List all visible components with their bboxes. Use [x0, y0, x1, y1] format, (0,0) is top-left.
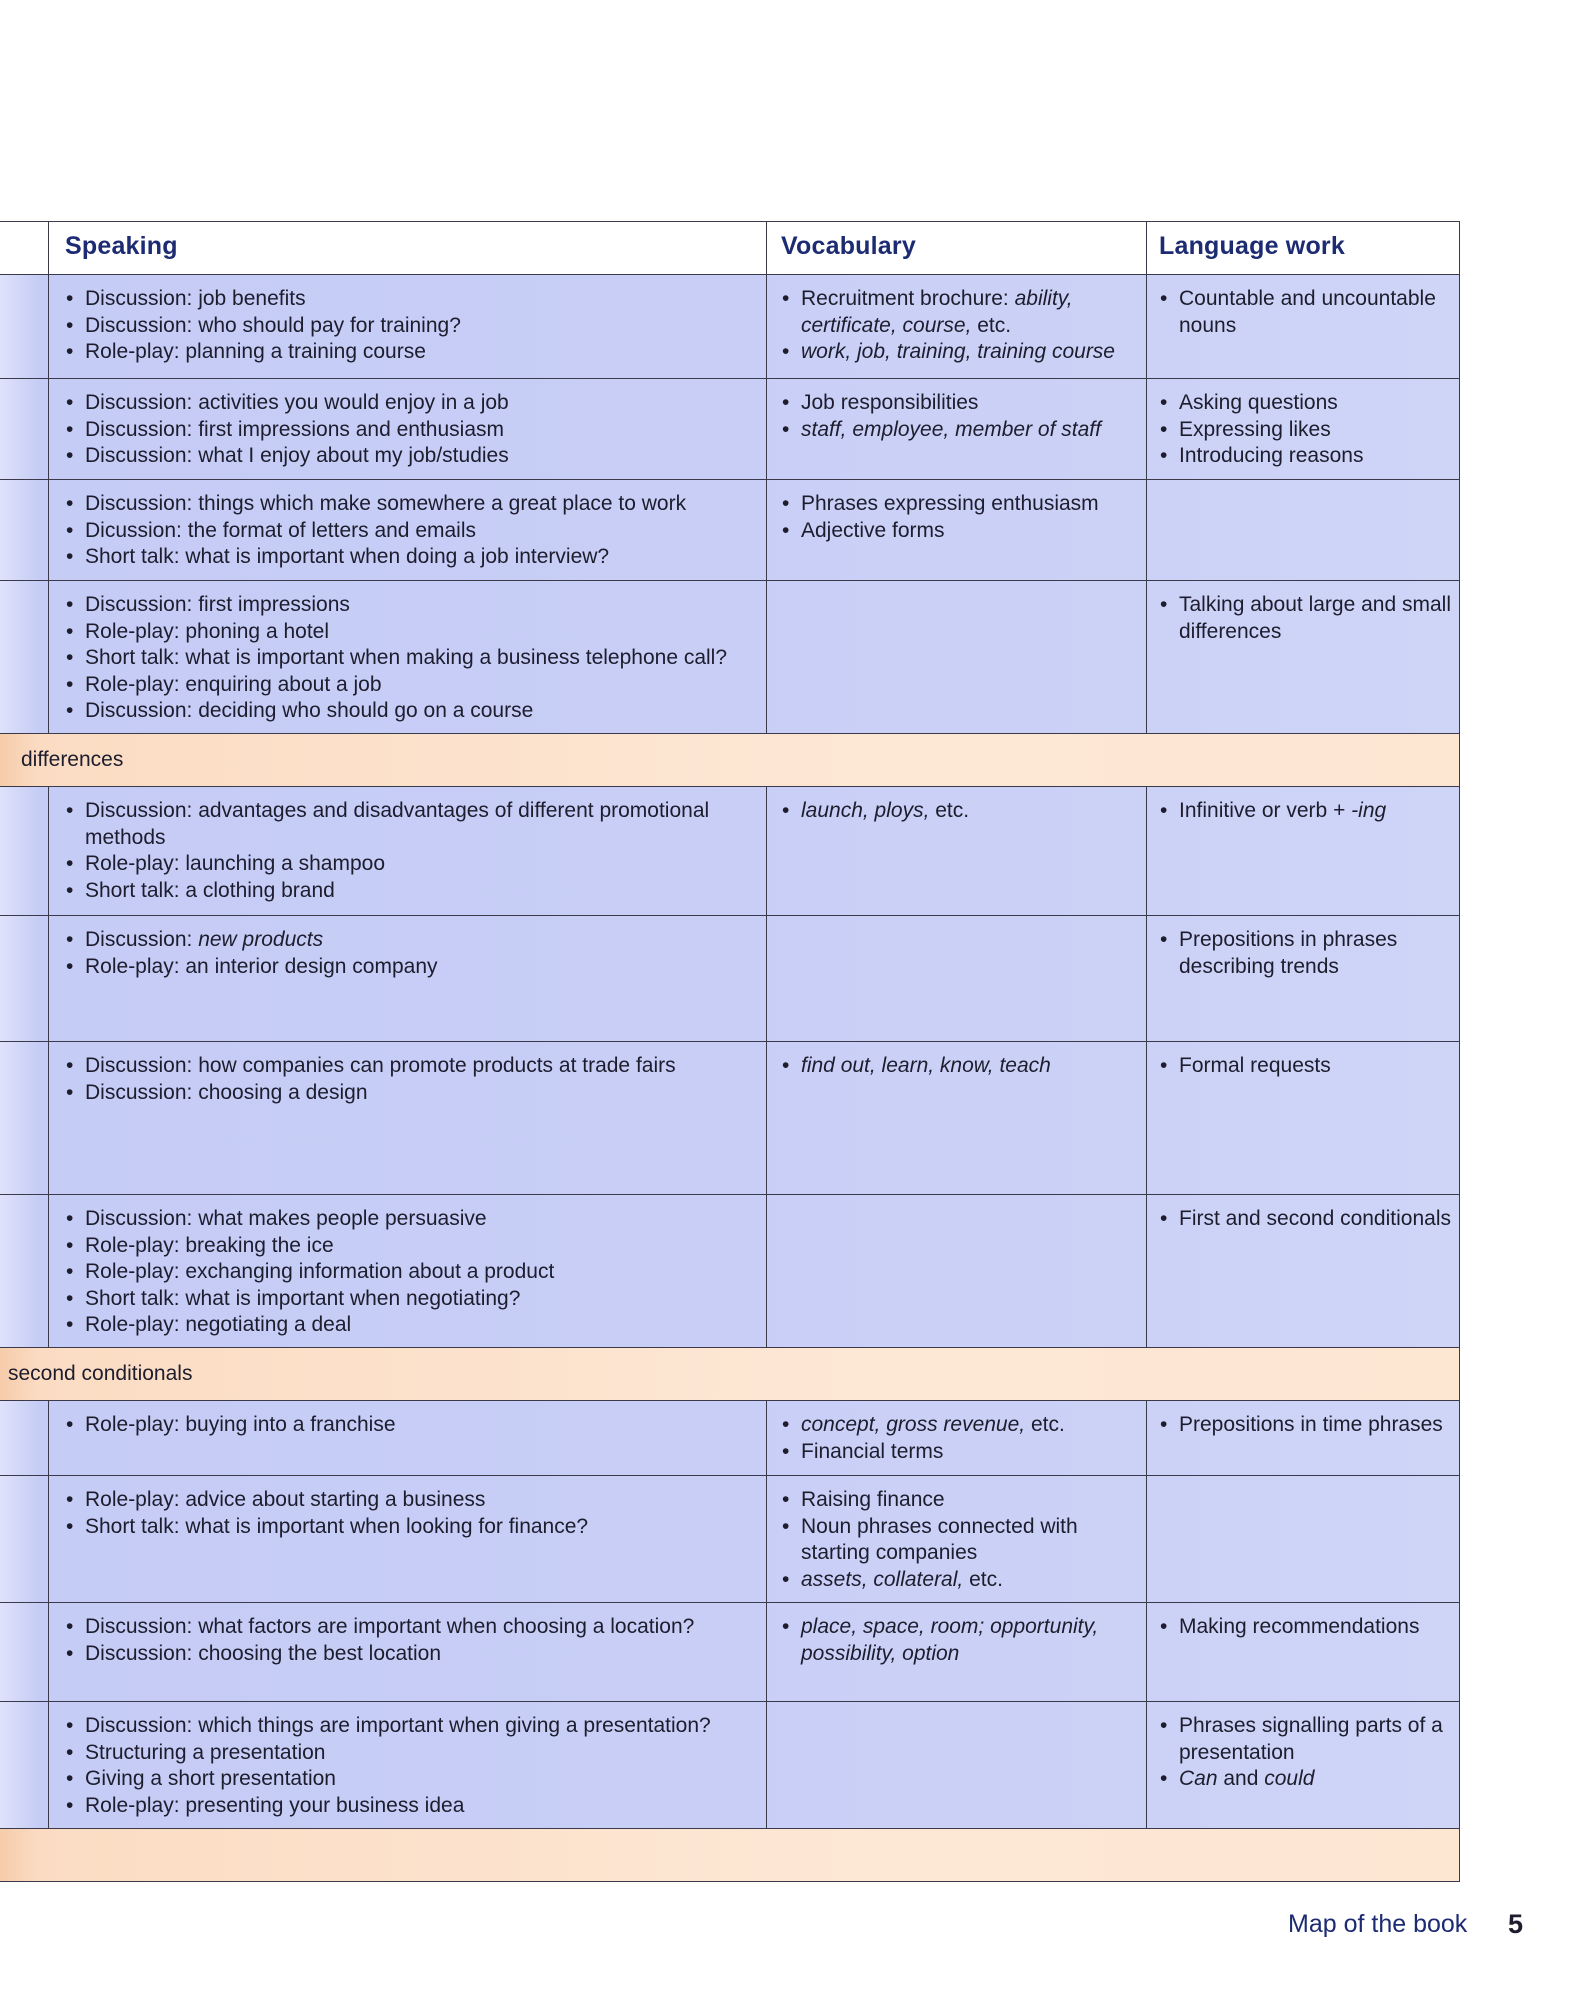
table-row	[0, 275, 1459, 379]
bullet-list	[781, 1412, 1138, 1465]
language-work-cell	[1146, 275, 1459, 378]
list-item: • Role-play: buying into a franchise	[65, 1412, 756, 1439]
table-row	[0, 787, 1459, 916]
section-band-row	[0, 1348, 1459, 1401]
language-work-cell	[1146, 916, 1459, 1041]
vocabulary-cell	[766, 1476, 1146, 1602]
vocabulary-cell	[766, 480, 1146, 580]
speaking-cell	[48, 480, 766, 580]
bullet-list	[1159, 1206, 1451, 1233]
table-row	[0, 379, 1459, 480]
list-item: • Discussion: what makes people persuasive	[65, 1206, 756, 1233]
speaking-column-title: Speaking	[65, 232, 178, 260]
list-item: • Discussion: new products	[65, 927, 756, 954]
list-item: • Role-play: advice about starting a business	[65, 1487, 756, 1514]
list-item: • Role-play: negotiating a deal	[65, 1312, 756, 1339]
vocabulary-cell	[766, 1401, 1146, 1475]
row-left-edge	[0, 480, 48, 580]
list-item: • Role-play: breaking the ice	[65, 1233, 756, 1260]
list-item: • Raising finance	[781, 1487, 1138, 1514]
row-left-edge	[0, 379, 48, 479]
bullet-list	[1159, 1614, 1451, 1641]
speaking-cell	[48, 1702, 766, 1828]
list-item: • Role-play: an interior design company	[65, 954, 756, 981]
row-left-edge	[0, 1702, 48, 1828]
list-item: • Phrases signalling parts of a presentation	[1159, 1713, 1451, 1766]
language-work-cell	[1146, 1042, 1459, 1194]
header-left-edge	[0, 222, 48, 274]
list-item: • Phrases expressing enthusiasm	[781, 491, 1138, 518]
bullet-list	[781, 1487, 1138, 1593]
table-row	[0, 1195, 1459, 1348]
list-item: • Role-play: exchanging information about a product	[65, 1259, 756, 1286]
row-left-edge	[0, 1401, 48, 1475]
list-item: • Infinitive or verb + -ing	[1159, 798, 1451, 825]
list-item: • Discussion: first impressions	[65, 592, 756, 619]
list-item: • Role-play: launching a shampoo	[65, 851, 756, 878]
bullet-list	[781, 1614, 1138, 1667]
language-work-column-title: Language work	[1159, 232, 1345, 260]
vocabulary-cell	[766, 1702, 1146, 1828]
vocabulary-cell	[766, 581, 1146, 733]
list-item: • Short talk: a clothing brand	[65, 878, 756, 905]
section-band-text: second conditionals	[8, 1362, 193, 1385]
list-item: • Short talk: what is important when looking for finance?	[65, 1514, 756, 1541]
list-item: • Noun phrases connected with starting companies	[781, 1514, 1138, 1567]
bullet-list	[65, 798, 756, 904]
row-left-edge	[0, 1195, 48, 1347]
list-item: • Role-play: planning a training course	[65, 339, 756, 366]
section-band-row	[0, 734, 1459, 787]
list-item: • launch, ploys, etc.	[781, 798, 1138, 825]
speaking-cell	[48, 787, 766, 915]
list-item: • Discussion: first impressions and enthusiasm	[65, 417, 756, 444]
list-item: • Recruitment brochure: ability, certificate, course, etc.	[781, 286, 1138, 339]
table-row	[0, 480, 1459, 581]
list-item: • Discussion: choosing a design	[65, 1080, 756, 1107]
list-item: • Short talk: what is important when negotiating?	[65, 1286, 756, 1313]
page-number: 5	[1508, 1909, 1524, 1939]
list-item: • Making recommendations	[1159, 1614, 1451, 1641]
language-work-cell	[1146, 581, 1459, 733]
footer-label: Map of the book	[1288, 1910, 1468, 1938]
list-item: • Can and could	[1159, 1766, 1451, 1793]
map-of-the-book-table	[0, 221, 1460, 1882]
section-band-text: differences	[21, 748, 124, 771]
vocabulary-cell	[766, 1195, 1146, 1347]
list-item: • place, space, room; opportunity, possibility, option	[781, 1614, 1138, 1667]
table-row	[0, 1042, 1459, 1195]
speaking-cell	[48, 1195, 766, 1347]
table-row	[0, 1702, 1459, 1829]
speaking-cell	[48, 581, 766, 733]
section-band-row	[0, 1829, 1459, 1881]
list-item: • Talking about large and small differences	[1159, 592, 1451, 645]
bullet-list	[65, 390, 756, 470]
list-item: • Structuring a presentation	[65, 1740, 756, 1767]
vocabulary-cell	[766, 787, 1146, 915]
list-item: • First and second conditionals	[1159, 1206, 1451, 1233]
bullet-list	[781, 1053, 1138, 1080]
list-item: • Financial terms	[781, 1439, 1138, 1466]
bullet-list	[781, 491, 1138, 544]
header-language-work	[1146, 222, 1459, 274]
row-left-edge	[0, 581, 48, 733]
list-item: • Discussion: deciding who should go on a course	[65, 698, 756, 725]
list-item: • Introducing reasons	[1159, 443, 1451, 470]
bullet-list	[1159, 1713, 1451, 1793]
list-item: • Discussion: what I enjoy about my job/studies	[65, 443, 756, 470]
list-item: • Role-play: phoning a hotel	[65, 619, 756, 646]
table-body	[0, 275, 1459, 1881]
table-header-row	[0, 222, 1459, 275]
speaking-cell	[48, 1603, 766, 1701]
row-left-edge	[0, 916, 48, 1041]
list-item: • Discussion: job benefits	[65, 286, 756, 313]
vocabulary-column-title: Vocabulary	[781, 232, 916, 260]
list-item: • Prepositions in phrases describing trends	[1159, 927, 1451, 980]
speaking-cell	[48, 379, 766, 479]
list-item: • Giving a short presentation	[65, 1766, 756, 1793]
list-item: • Discussion: activities you would enjoy in a job	[65, 390, 756, 417]
bullet-list	[65, 286, 756, 366]
bullet-list	[1159, 390, 1451, 470]
list-item: • Discussion: how companies can promote products at trade fairs	[65, 1053, 756, 1080]
list-item: • Discussion: what factors are important when choosing a location?	[65, 1614, 756, 1641]
language-work-cell	[1146, 480, 1459, 580]
list-item: • Discussion: who should pay for training?	[65, 313, 756, 340]
vocabulary-cell	[766, 1603, 1146, 1701]
bullet-list	[1159, 927, 1451, 980]
bullet-list	[65, 491, 756, 571]
bullet-list	[65, 1206, 756, 1339]
table-row	[0, 916, 1459, 1042]
list-item: • Role-play: presenting your business idea	[65, 1793, 756, 1820]
bullet-list	[1159, 798, 1451, 825]
list-item: • Formal requests	[1159, 1053, 1451, 1080]
language-work-cell	[1146, 1702, 1459, 1828]
bullet-list	[1159, 592, 1451, 645]
bullet-list	[65, 592, 756, 725]
table-row	[0, 1401, 1459, 1476]
list-item: • Discussion: which things are important when giving a presentation?	[65, 1713, 756, 1740]
bullet-list	[781, 390, 1138, 443]
row-left-edge	[0, 787, 48, 915]
table-row	[0, 1476, 1459, 1603]
language-work-cell	[1146, 1401, 1459, 1475]
list-item: • Adjective forms	[781, 518, 1138, 545]
row-left-edge	[0, 1476, 48, 1602]
list-item: • Dicussion: the format of letters and emails	[65, 518, 756, 545]
speaking-cell	[48, 916, 766, 1041]
list-item: • work, job, training, training course	[781, 339, 1138, 366]
list-item: • Discussion: advantages and disadvantages of different promotional methods	[65, 798, 756, 851]
list-item: • find out, learn, know, teach	[781, 1053, 1138, 1080]
list-item: • Expressing likes	[1159, 417, 1451, 444]
language-work-cell	[1146, 1476, 1459, 1602]
speaking-cell	[48, 1042, 766, 1194]
bullet-list	[1159, 286, 1451, 339]
bullet-list	[65, 927, 756, 980]
bullet-list	[65, 1614, 756, 1667]
bullet-list	[781, 798, 1138, 825]
header-speaking	[48, 222, 766, 274]
list-item: • Countable and uncountable nouns	[1159, 286, 1451, 339]
language-work-cell	[1146, 1195, 1459, 1347]
bullet-list	[65, 1053, 756, 1106]
list-item: • Short talk: what is important when doing a job interview?	[65, 544, 756, 571]
language-work-cell	[1146, 379, 1459, 479]
bullet-list	[65, 1487, 756, 1540]
vocabulary-cell	[766, 1042, 1146, 1194]
table-row	[0, 581, 1459, 734]
language-work-cell	[1146, 787, 1459, 915]
language-work-cell	[1146, 1603, 1459, 1701]
row-left-edge	[0, 1042, 48, 1194]
list-item: • Discussion: choosing the best location	[65, 1641, 756, 1668]
bullet-list	[1159, 1053, 1451, 1080]
row-left-edge	[0, 275, 48, 378]
bullet-list	[65, 1412, 756, 1439]
row-left-edge	[0, 1603, 48, 1701]
bullet-list	[781, 286, 1138, 366]
list-item: • concept, gross revenue, etc.	[781, 1412, 1138, 1439]
vocabulary-cell	[766, 916, 1146, 1041]
list-item: • Job responsibilities	[781, 390, 1138, 417]
list-item: • staff, employee, member of staff	[781, 417, 1138, 444]
speaking-cell	[48, 275, 766, 378]
vocabulary-cell	[766, 379, 1146, 479]
list-item: • Asking questions	[1159, 390, 1451, 417]
list-item: • Short talk: what is important when making a business telephone call?	[65, 645, 756, 672]
list-item: • Discussion: things which make somewhere a great place to work	[65, 491, 756, 518]
speaking-cell	[48, 1401, 766, 1475]
bullet-list	[1159, 1412, 1451, 1439]
list-item: • Role-play: enquiring about a job	[65, 672, 756, 699]
speaking-cell	[48, 1476, 766, 1602]
bullet-list	[65, 1713, 756, 1819]
list-item: • assets, collateral, etc.	[781, 1567, 1138, 1594]
vocabulary-cell	[766, 275, 1146, 378]
table-row	[0, 1603, 1459, 1702]
header-vocabulary	[766, 222, 1146, 274]
list-item: • Prepositions in time phrases	[1159, 1412, 1451, 1439]
